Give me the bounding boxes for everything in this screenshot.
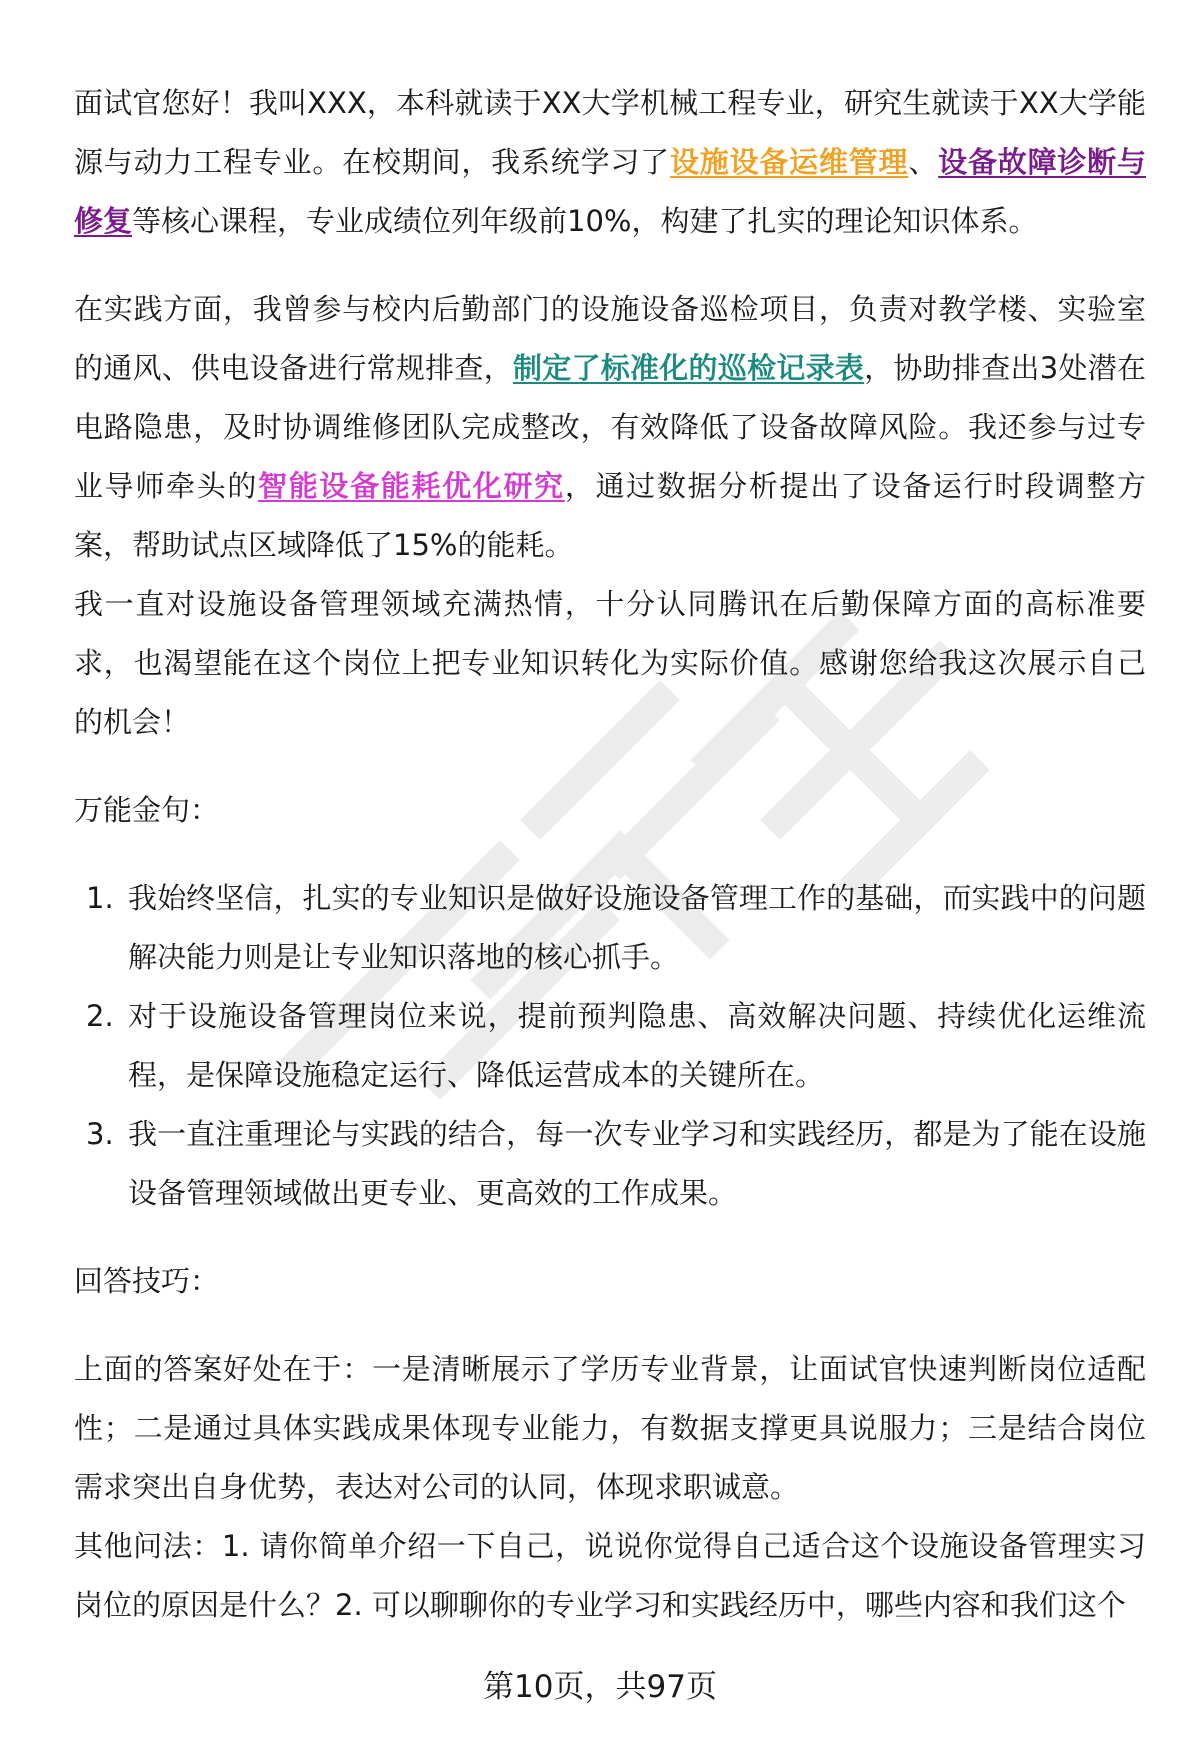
intro-text: ，协助排查出3处潜在电路隐患，及时协调维修团队完成整改，有效降低了设备故障风险。我还参与过专业导师牵头的 — [74, 351, 1146, 503]
intro-text: 在实践方面，我曾参与校内后勤部门的设施设备巡检项目，负责对教学楼、实验室的通风、供电设备进行常规排查， — [74, 292, 1146, 385]
list-item-text: 我始终坚信，扎实的专业知识是做好设施设备管理工作的基础，而实践中的问题解决能力则是让专业知识落地的核心抓手。 — [128, 881, 1146, 974]
intro-paragraph-1 — [74, 74, 1146, 251]
intro-text: ，通过数据分析提出了设备运行时段调整方案，帮助试点区域降低了15%的能耗。 — [74, 469, 1146, 562]
document-body — [74, 74, 1146, 1635]
highlight-course-1: 设施设备运维管理 — [669, 145, 909, 179]
list-item — [74, 987, 1146, 1105]
golden-sentences-list — [74, 869, 1146, 1223]
highlight-course-2: 设备故障诊断与修复 — [74, 145, 1146, 238]
answer-tips-heading: 回答技巧： — [74, 1264, 220, 1298]
list-item-number: 1. — [86, 881, 114, 915]
intro-text: 等核心课程，专业成绩位列年级前10%，构建了扎实的理论知识体系。 — [132, 204, 1038, 238]
intro-text: 面试官您好！我叫XXX，本科就读于XX大学机械工程专业，研究生就读于XX大学能源与动力工程专业。在校期间，我系统学习了 — [74, 86, 1146, 179]
answer-tips-paragraph: 上面的答案好处在于：一是清晰展示了学历专业背景，让面试官快速判断岗位适配性；二是通过具体实践成果体现专业能力，有数据支撑更具说服力；三是结合岗位需求突出自身优势，表达对公司的认同，体现求职诚意。 — [74, 1352, 1146, 1504]
highlight-achievement-1: 制定了标准化的巡检记录表 — [512, 351, 865, 385]
intro-paragraph-2 — [74, 280, 1146, 575]
page-number-footer: 第10页，共97页 — [483, 1669, 717, 1705]
list-item — [74, 869, 1146, 987]
golden-sentences-heading: 万能金句： — [74, 793, 220, 827]
list-item-number: 3. — [86, 1117, 114, 1151]
intro-text: 、 — [908, 145, 939, 179]
highlight-achievement-2: 智能设备能耗优化研究 — [258, 469, 565, 503]
intro-paragraph-3: 我一直对设施设备管理领域充满热情，十分认同腾讯在后勤保障方面的高标准要求，也渴望能在这个岗位上把专业知识转化为实际价值。感谢您给我这次展示自己的机会！ — [74, 587, 1146, 739]
list-item-text: 对于设施设备管理岗位来说，提前预判隐患、高效解决问题、持续优化运维流程，是保障设施稳定运行、降低运营成本的关键所在。 — [128, 999, 1146, 1092]
list-item-text: 我一直注重理论与实践的结合，每一次专业学习和实践经历，都是为了能在设施设备管理领域做出更专业、更高效的工作成果。 — [128, 1117, 1146, 1210]
other-questions-paragraph: 其他问法：1. 请你简单介绍一下自己，说说你觉得自己适合这个设施设备管理实习岗位的原因是什么？2. 可以聊聊你的专业学习和实践经历中，哪些内容和我们这个 — [74, 1529, 1146, 1622]
list-item — [74, 1105, 1146, 1223]
list-item-number: 2. — [86, 999, 114, 1033]
